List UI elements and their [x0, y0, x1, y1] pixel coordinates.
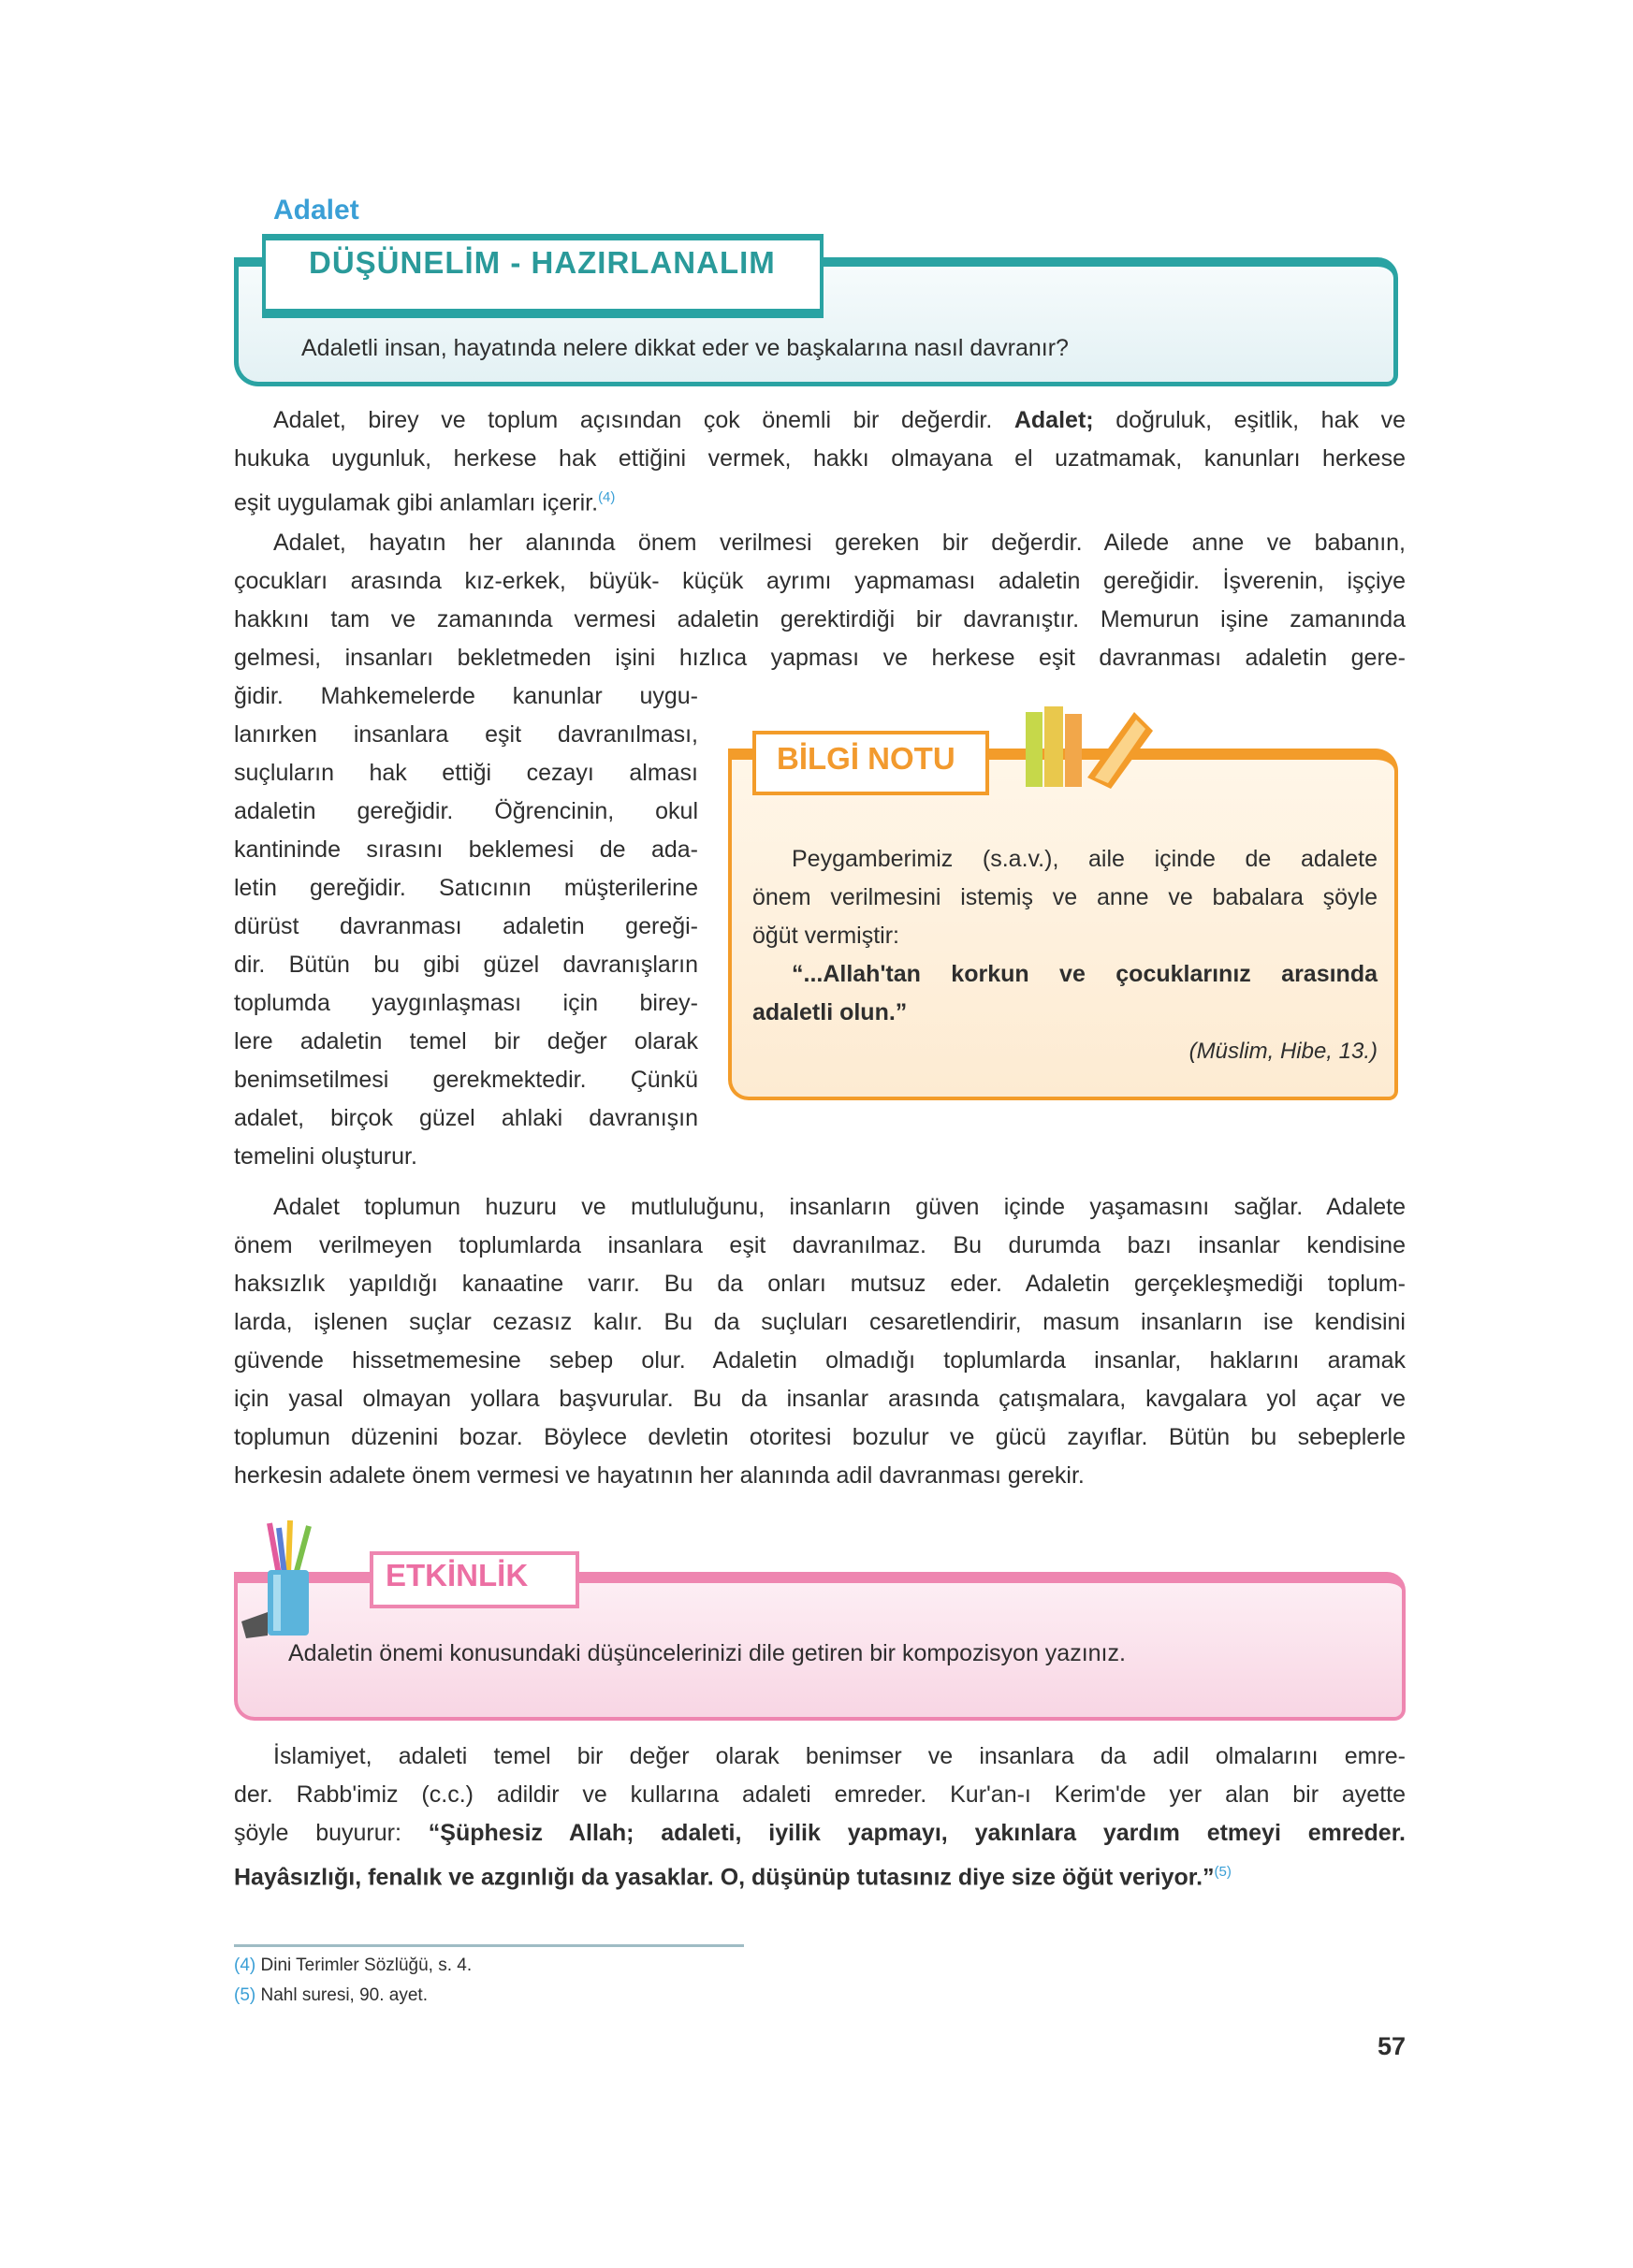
text-segment: kantininde sırasını beklemesi de ada-	[234, 836, 698, 863]
text-segment: benimsetilmesi gerekmektedir. Çünkü	[234, 1067, 698, 1093]
text-line	[234, 677, 698, 716]
text-line	[234, 1380, 1406, 1418]
text-line	[234, 869, 698, 908]
footnote-divider	[234, 1944, 744, 1947]
text-segment: “...Allah'tan korkun ve çocuklarınız arasında	[792, 961, 1378, 987]
text-line	[234, 601, 1406, 639]
text-line	[234, 1418, 1406, 1457]
text-line	[234, 831, 698, 869]
text-segment: Adalet, birey ve toplum açısından çok önemli bir değerdir.	[273, 407, 1014, 433]
text-segment: hakkını tam ve zamanında vermesi adaletin gerektirdiği bir davranıştır. Memurun işine zamanında	[234, 606, 1406, 632]
text-segment: doğruluk, eşitlik, hak ve	[1093, 407, 1406, 433]
text-segment: Peygamberimiz (s.a.v.), aile içinde de adalete	[792, 846, 1378, 872]
activity-text: Adaletin önemi konusundaki düşüncelerinizi dile getiren bir kompozisyon yazınız.	[288, 1640, 1126, 1666]
text-line	[234, 524, 1406, 562]
paragraph-2	[234, 524, 1406, 677]
text-line	[234, 1023, 698, 1061]
text-segment: Adalet toplumun huzuru ve mutluluğunu, insanların güven içinde yaşamasını sağlar. Adalete	[273, 1194, 1406, 1220]
text-segment: güvende hissetmemesine sebep olur. Adaletin olmadığı toplumlarda insanlar, haklarını aramak	[234, 1347, 1406, 1374]
text-line	[234, 754, 698, 792]
text-segment: Adalet;	[1013, 407, 1094, 433]
text-line	[234, 478, 1406, 516]
text-segment: Adalet, hayatın her alanında önem verilmesi gereken bir değerdir. Ailede anne ve babanın,	[273, 530, 1406, 556]
footnote-4: (4) Dini Terimler Sözlüğü, s. 4.	[234, 1955, 473, 1975]
books-icon	[1022, 703, 1164, 792]
text-line	[752, 879, 1378, 917]
text-line	[752, 994, 1378, 1032]
text-line	[234, 1342, 1406, 1380]
text-line	[234, 1061, 698, 1099]
text-segment: için yasal olmayan yollara başvurular. Bu da insanlar arasında çatışmalara, kavgalara yol açar ve	[234, 1386, 1406, 1412]
text-segment: adaletli olun.”	[752, 999, 908, 1025]
text-segment: önem verilmesini istemiş ve anne ve babalara şöyle	[752, 884, 1378, 910]
text-segment: toplumun düzenini bozar. Böylece devletin otoritesi bozulur ve gücü zayıflar. Bütün bu sebeplerle	[234, 1424, 1406, 1450]
text-segment: herkesin adalete önem vermesi ve hayatının her alanında adil davranması gerekir.	[234, 1462, 1085, 1489]
text-segment: lanırken insanlara eşit davranılması,	[234, 721, 698, 748]
text-line	[234, 639, 1406, 677]
text-line	[752, 917, 1378, 955]
text-segment: önem verilmeyen toplumlarda insanlara eşit davranılmaz. Bu durumda bazı insanlar kendisine	[234, 1232, 1406, 1258]
text-line	[234, 1138, 698, 1176]
text-line	[234, 440, 1406, 478]
think-box-title: DÜŞÜNELİM - HAZIRLANALIM	[309, 245, 776, 280]
text-line	[234, 984, 698, 1023]
text-line	[234, 792, 698, 831]
text-line	[234, 946, 698, 984]
text-segment: eşit uygulamak gibi anlamları içerir.	[234, 489, 599, 516]
section-title: Adalet	[273, 195, 359, 225]
text-line	[234, 1457, 1406, 1495]
text-line	[752, 955, 1378, 994]
text-segment: der. Rabb'imiz (c.c.) adildir ve kullarına adaleti emreder. Kur'an-ı Kerim'de yer alan bir ayette	[234, 1781, 1406, 1808]
text-line	[234, 716, 698, 754]
text-line	[752, 840, 1378, 879]
text-line	[234, 1853, 1406, 1891]
text-segment: “Şüphesiz Allah; adaleti, iyilik yapmayı, yakınlara yardım etmeyi emreder.	[428, 1820, 1406, 1846]
page-number: 57	[1378, 2032, 1407, 2060]
text-line	[234, 1303, 1406, 1342]
text-segment: İslamiyet, adaleti temel bir değer olarak benimser ve insanlara da adil olmalarını emre-	[273, 1743, 1406, 1769]
text-segment: temelini oluşturur.	[234, 1143, 417, 1170]
text-line	[234, 1099, 698, 1138]
text-line	[234, 1737, 1406, 1776]
footnote-ref[interactable]: (4)	[598, 489, 616, 505]
text-segment: ğidir. Mahkemelerde kanunlar uygu-	[234, 683, 698, 709]
text-segment: hukuka uygunluk, herkese hak ettiğini vermek, hakkı olmayana el uzatmamak, kanunları herkese	[234, 445, 1406, 472]
text-segment: suçluların hak ettiği cezayı alması	[234, 760, 698, 786]
text-segment: öğüt vermiştir:	[752, 923, 899, 949]
think-box-question: Adaletli insan, hayatında nelere dikkat eder ve başkalarına nasıl davranır?	[301, 335, 1069, 361]
text-segment: gelmesi, insanları bekletmeden işini hızlıca yapması ve herkese eşit davranması adaletin gere-	[234, 645, 1406, 671]
text-line	[234, 908, 698, 946]
paragraph-3	[234, 1188, 1406, 1495]
text-line	[234, 401, 1406, 440]
activity-title: ETKİNLİK	[386, 1558, 529, 1592]
text-segment: adalet, birçok güzel ahlaki davranışın	[234, 1105, 698, 1131]
text-segment: çocukları arasında kız-erkek, büyük- küçük ayrımı yapmaması adaletin gereğidir. İşverenin, işçiye	[234, 568, 1406, 594]
text-line	[234, 1227, 1406, 1265]
info-note-text	[752, 840, 1378, 1032]
text-line	[234, 1188, 1406, 1227]
text-line	[234, 1776, 1406, 1814]
paragraph-1	[234, 401, 1406, 516]
text-segment: adaletin gereğidir. Öğrencinin, okul	[234, 798, 698, 824]
text-segment: dürüst davranması adaletin gereği-	[234, 913, 698, 939]
paragraph-4	[234, 1737, 1406, 1891]
text-segment: letin gereğidir. Satıcının müşterilerine	[234, 875, 698, 901]
footnote-ref[interactable]: (5)	[1214, 1864, 1232, 1880]
text-segment: toplumda yaygınlaşması için birey-	[234, 990, 698, 1016]
footnote-5: (5) Nahl suresi, 90. ayet.	[234, 1985, 428, 2005]
text-segment: Hayâsızlığı, fenalık ve azgınlığı da yasaklar. O, düşünüp tutasınız diye size öğüt veriyor.”	[234, 1864, 1215, 1891]
info-note-source: (Müslim, Hibe, 13.)	[1188, 1039, 1378, 1064]
text-line	[234, 562, 1406, 601]
text-line	[234, 1814, 1406, 1853]
text-segment: şöyle buyurur:	[234, 1820, 429, 1846]
text-segment: haksızlık yapıldığı kanaatine varır. Bu da onları mutsuz eder. Adaletin gerçekleşmediği toplum-	[234, 1271, 1406, 1297]
paragraph-2-column	[234, 677, 698, 1176]
text-segment: dir. Bütün bu gibi güzel davranışların	[234, 952, 698, 978]
pencil-cup-icon	[241, 1519, 335, 1640]
text-line	[234, 1265, 1406, 1303]
text-segment: larda, işlenen suçlar cezasız kalır. Bu da suçluları cesaretlendirir, masum insanların ise kendisini	[234, 1309, 1406, 1335]
text-segment: lere adaletin temel bir değer olarak	[234, 1028, 698, 1054]
info-note-title: BİLGİ NOTU	[777, 741, 955, 776]
